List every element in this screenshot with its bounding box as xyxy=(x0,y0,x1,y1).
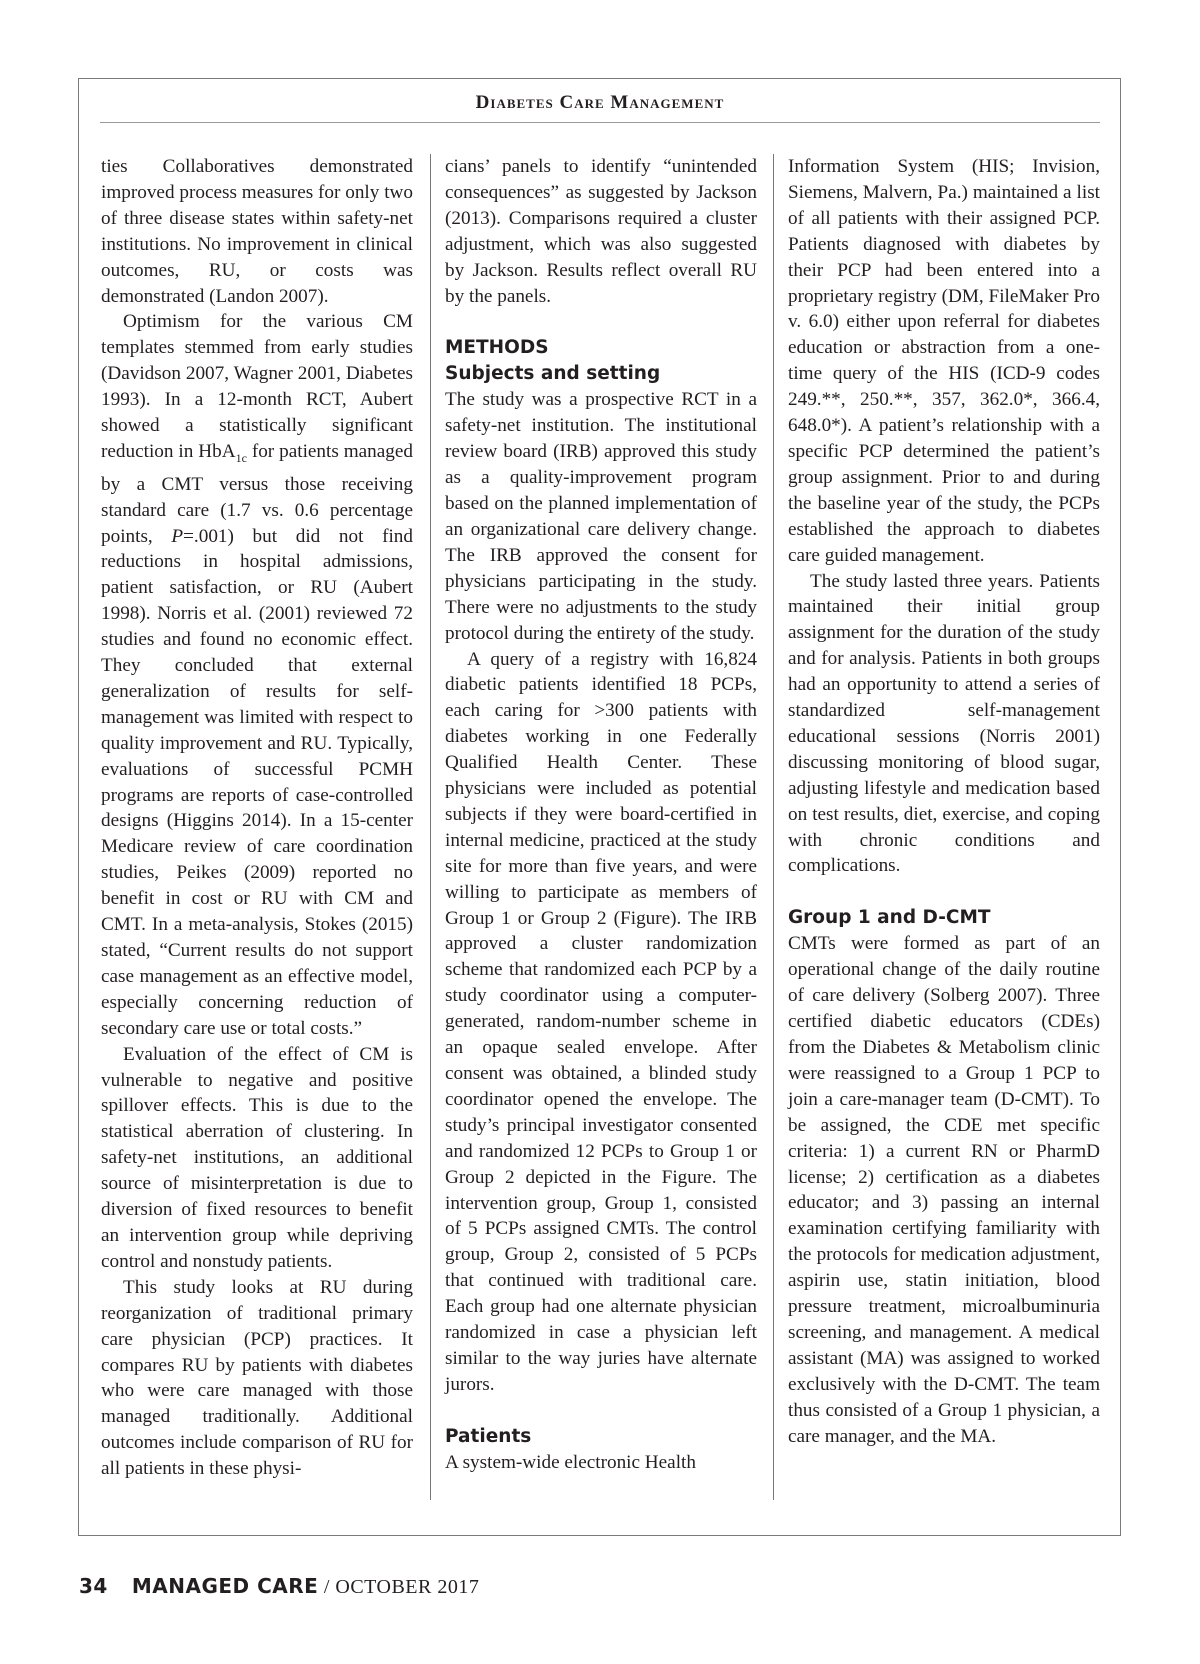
paragraph: The study was a prospective RCT in a safety-net institution. The institutional review board (IRB) approved this study as a quality-improvement program based on the planned implementation of an organizational care delivery change. The IRB approved the consent for physicians participating in the study. There were no adjustments to the study protocol during the entirety of the study. xyxy=(445,389,757,644)
column-2 xyxy=(445,154,757,1476)
subsection-heading: Group 1 and D-CMT xyxy=(788,907,991,929)
column-divider xyxy=(430,154,431,1500)
page-number: 34 xyxy=(79,1574,108,1598)
paragraph: A system-wide electronic Health xyxy=(445,1451,696,1473)
magazine-title: MANAGED CARE xyxy=(131,1574,319,1598)
section-heading: METHODS xyxy=(445,337,549,359)
paragraph: A query of a registry with 16,824 diabetic patients identified 18 PCPs, each caring for >300 patients with diabetes working in one Federally Qualified Health Center. These physicians were included as potential subjects if they were board-certified in internal medicine, practiced at the study site for more than five years, and were willing to participate as members of Group 1 or Group 2 (Figure). The IRB approved a cluster randomization scheme that randomized each PCP by a study coordinator using a computer-generated, random-number scheme in an opaque sealed envelope. After consent was obtained, a blinded study coordinator opened the envelope. The study’s principal investigator consented and randomized 12 PCPs to Group 1 or Group 2 depicted in the Figure. The intervention group, Group 1, consisted of 5 PCPs assigned CMTs. The control group, Group 2, consisted of 5 PCPs that continued with traditional care. Each group had one alternate physician randomized in case a physician left similar to the way juries have alternate jurors. xyxy=(445,648,757,1395)
paragraph: The study lasted three years. Patients maintained their initial group assignment for the duration of the study and for analysis. Patients in both groups had an opportunity to attend a series of standardized self-management educational sessions (Norris 2001) discussing monitoring of blood sugar, adjusting lifestyle and medication based on test results, diet, exercise, and coping with chronic conditions and complications. xyxy=(788,570,1100,877)
column-divider xyxy=(773,154,774,1500)
subsection-heading: Subjects and setting xyxy=(445,363,661,385)
column-1 xyxy=(101,154,413,1482)
paragraph: Optimism for the various CM templates stemmed from early studies (Davidson 2007, Wagner 2001, Diabetes 1993). In a 12-month RCT, Aubert showed a statistically significant reduction in HbA$_{1c}$ for patients managed by a CMT versus those receiving standard care (1.7 vs. 0.6 percentage points, P=.001) but did not find reductions in hospital admissions, patient satisfaction, or RU (Aubert 1998). Norris et al. (2001) reviewed 72 studies and found no economic effect. They concluded that external generalization of results for self-management was limited with respect to quality improvement and RU. Typically, evaluations of successful PCMH programs are reports of case-controlled designs (Higgins 2014). In a 15-center Medicare review of care coordination studies, Peikes (2009) reported no benefit in cost or RU with CM and CMT. In a meta-analysis, Stokes (2015) stated, “Current results do not support case management as an effective model, especially concerning reduction of secondary care use or total costs.” xyxy=(101,311,413,1039)
column-3 xyxy=(788,154,1100,1450)
paragraph: ties Collaboratives demonstrated improved process measures for only two of three disease states within safety-net institutions. No improvement in clinical outcomes, RU, or costs was demonstrated (Landon 2007). xyxy=(101,156,413,307)
subsection-heading: Patients xyxy=(445,1425,532,1447)
paragraph: CMTs were formed as part of an operational change of the daily routine of care delivery (Solberg 2007). Three certified diabetic educators (CDEs) from the Diabetes & Metabolism clinic were reassigned to a Group 1 PCP to join a care-manager team (D-CMT). To be assigned, the CDE met specific criteria: 1) a current RN or PharmD license; 2) certification as a diabetes educator; and 3) passing an internal examination certifying familiarity with the protocols for medication adjustment, aspirin use, statin initiation, blood pressure treatment, microalbuminuria screening, and management. A medical assistant (MA) was assigned to worked exclusively with the D-CMT. The team thus consisted of a Group 1 physician, a care manager, and the MA. xyxy=(788,933,1100,1447)
paragraph: This study looks at RU during reorganization of traditional primary care physician (PCP) practices. It compares RU by patients with diabetes who were care managed with those managed traditionally. Additional outcomes include comparison of RU for all patients in these physi- xyxy=(101,1276,413,1480)
footer-separator: / xyxy=(318,1576,336,1598)
paragraph: Information System (HIS; Invision, Siemens, Malvern, Pa.) maintained a list of all patients with their assigned PCP. Patients diagnosed with diabetes by their PCP had been entered into a proprietary registry (DM, FileMaker Pro v. 6.0) either upon referral for diabetes education or abstraction from a one-time query of the HIS (ICD-9 codes 249.**, 250.**, 357, 362.0*, 366.4, 648.0*). A patient’s relationship with a specific PCP determined the patient’s group assignment. Prior to and during the baseline year of the study, the PCPs established the approach to diabetes care guided management. xyxy=(788,156,1100,566)
page-footer xyxy=(79,1574,479,1599)
paragraph: Evaluation of the effect of CM is vulnerable to negative and positive spillover effects. This is due to the statistical aberration of clustering. In safety-net institutions, an additional source of misinterpretation is due to diversion of fixed resources to benefit an intervention group while depriving control and nonstudy patients. xyxy=(101,1043,413,1272)
running-head: Diabetes Care Management xyxy=(475,92,725,113)
issue-date: OCTOBER 2017 xyxy=(335,1576,480,1598)
paragraph: cians’ panels to identify “unintended consequences” as suggested by Jackson (2013). Comparisons required a cluster adjustment, which was also suggested by Jackson. Results reflect overall RU by the panels. xyxy=(445,156,757,307)
header-rule xyxy=(100,122,1100,123)
